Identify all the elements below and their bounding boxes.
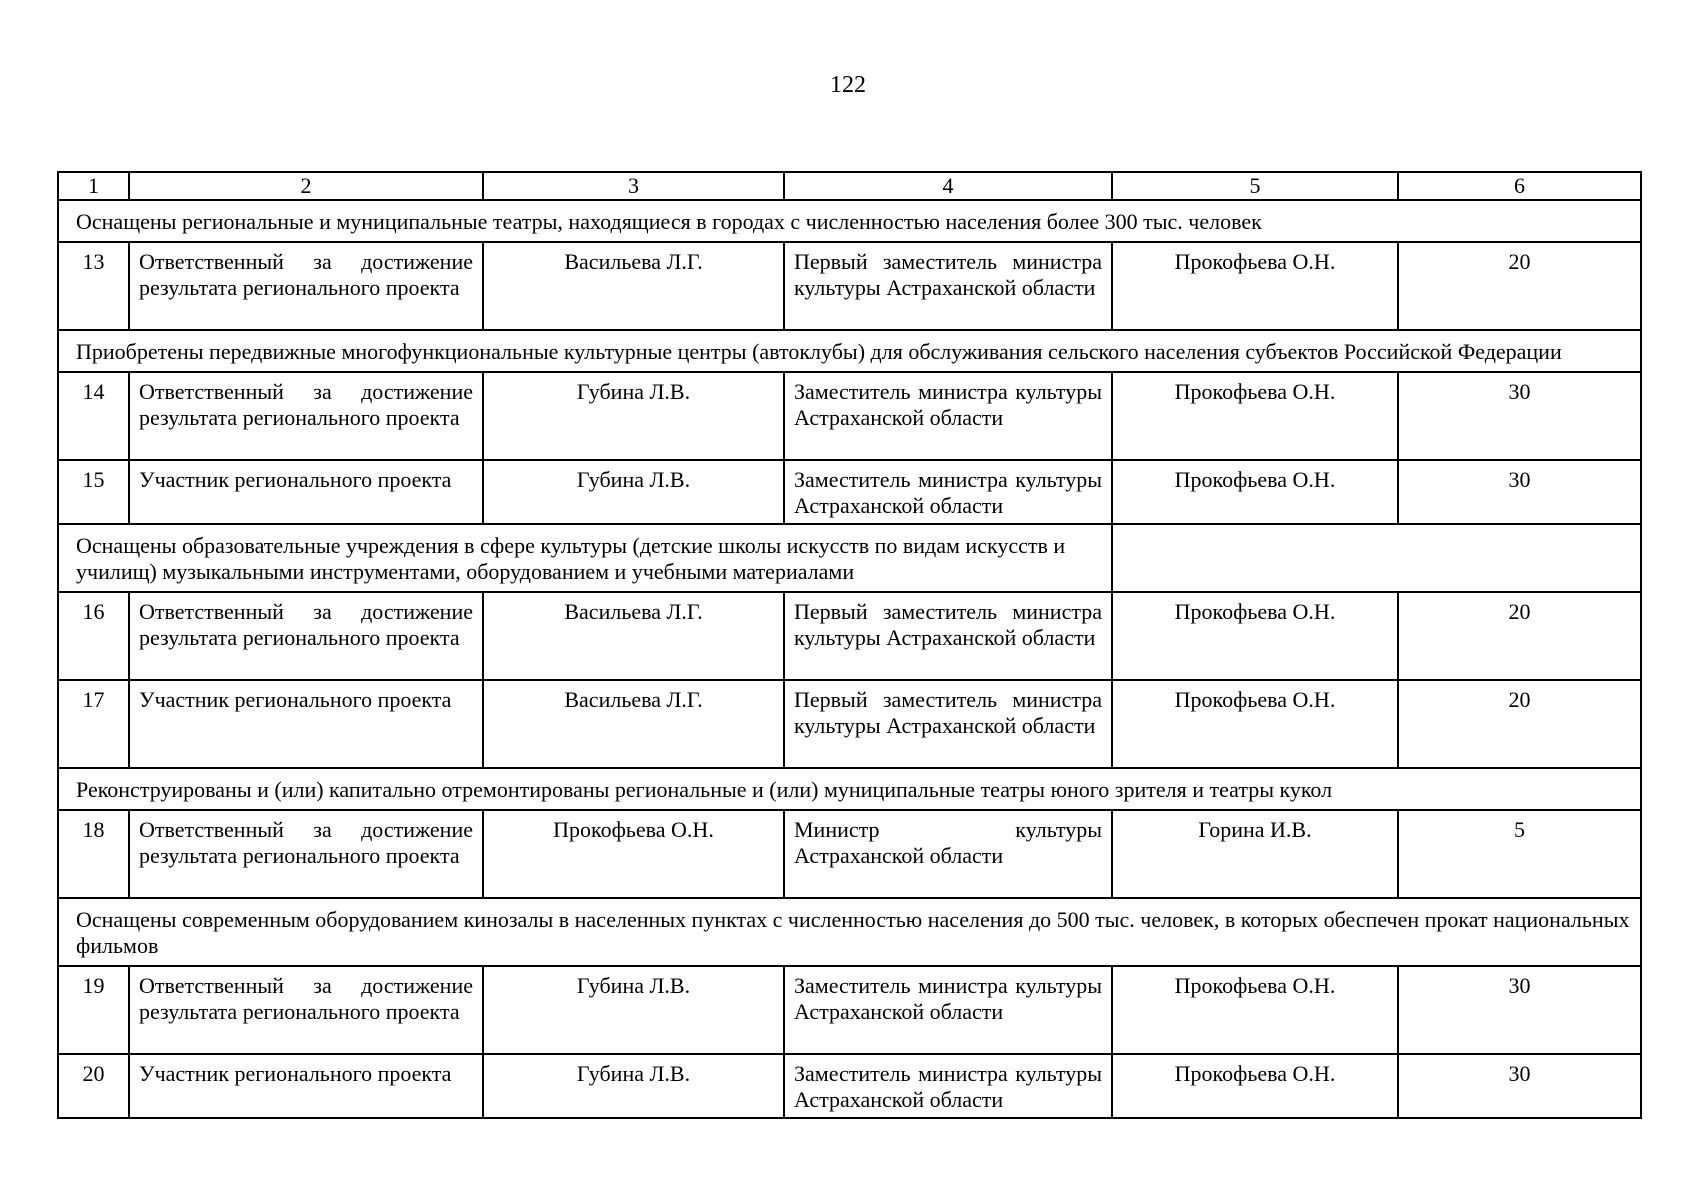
- position-cell: Министр культуры Астраханской области: [784, 810, 1112, 898]
- row-number: 14: [58, 372, 129, 460]
- section-title: Оснащены современным оборудованием кинозалы в населенных пунктах с численностью населения до 500 тыс. человек, в которых обеспечен прокат национальных фильмов: [58, 898, 1641, 966]
- row-number: 19: [58, 966, 129, 1054]
- position-cell: Первый заместитель министра культуры Астраханской области: [784, 592, 1112, 680]
- position-cell: Первый заместитель министра культуры Астраханской области: [784, 680, 1112, 768]
- person-cell: Васильева Л.Г.: [483, 592, 784, 680]
- supervisor-cell: Прокофьева О.Н.: [1112, 242, 1398, 330]
- share-cell: 30: [1398, 966, 1641, 1054]
- column-number: 1: [58, 172, 129, 200]
- share-cell: 30: [1398, 1054, 1641, 1118]
- column-number: 4: [784, 172, 1112, 200]
- table-row: [58, 372, 1641, 460]
- section-row: [58, 898, 1641, 966]
- section-row: [58, 200, 1641, 242]
- column-number: 2: [129, 172, 483, 200]
- position-cell: Первый заместитель министра культуры Астраханской области: [784, 242, 1112, 330]
- person-cell: Васильева Л.Г.: [483, 680, 784, 768]
- table-row: [58, 966, 1641, 1054]
- table-row: [58, 1054, 1641, 1118]
- row-number: 15: [58, 460, 129, 524]
- supervisor-cell: Горина И.В.: [1112, 810, 1398, 898]
- role-cell: Ответственный за достижение результата регионального проекта: [129, 966, 483, 1054]
- page-number: 122: [830, 72, 866, 98]
- supervisor-cell: Прокофьева О.Н.: [1112, 372, 1398, 460]
- person-cell: Губина Л.В.: [483, 966, 784, 1054]
- table-row: [58, 592, 1641, 680]
- row-number: 13: [58, 242, 129, 330]
- empty-cell: [1112, 524, 1641, 592]
- role-cell: Ответственный за достижение результата регионального проекта: [129, 592, 483, 680]
- share-cell: 30: [1398, 460, 1641, 524]
- supervisor-cell: Прокофьева О.Н.: [1112, 460, 1398, 524]
- role-cell: Ответственный за достижение результата регионального проекта: [129, 810, 483, 898]
- person-cell: Васильева Л.Г.: [483, 242, 784, 330]
- row-number: 17: [58, 680, 129, 768]
- position-cell: Заместитель министра культуры Астраханской области: [784, 372, 1112, 460]
- supervisor-cell: Прокофьева О.Н.: [1112, 966, 1398, 1054]
- person-cell: Губина Л.В.: [483, 460, 784, 524]
- role-cell: Участник регионального проекта: [129, 680, 483, 768]
- table-row: [58, 242, 1641, 330]
- table-row: [58, 460, 1641, 524]
- table-row: [58, 810, 1641, 898]
- share-cell: 30: [1398, 372, 1641, 460]
- row-number: 20: [58, 1054, 129, 1118]
- column-number: 6: [1398, 172, 1641, 200]
- table-row: [58, 680, 1641, 768]
- section-row: [58, 768, 1641, 810]
- section-title: Приобретены передвижные многофункциональные культурные центры (автоклубы) для обслуживания сельского населения субъектов Российской Федерации: [58, 330, 1641, 372]
- section-title: Реконструированы и (или) капитально отремонтированы региональные и (или) муниципальные театры юного зрителя и театры кукол: [58, 768, 1641, 810]
- supervisor-cell: Прокофьева О.Н.: [1112, 592, 1398, 680]
- role-cell: Участник регионального проекта: [129, 460, 483, 524]
- column-number: 5: [1112, 172, 1398, 200]
- section-title: Оснащены региональные и муниципальные театры, находящиеся в городах с численностью населения более 300 тыс. человек: [58, 200, 1641, 242]
- column-number-row: [58, 172, 1641, 200]
- role-cell: Участник регионального проекта: [129, 1054, 483, 1118]
- section-row: [58, 524, 1641, 592]
- column-number: 3: [483, 172, 784, 200]
- supervisor-cell: Прокофьева О.Н.: [1112, 1054, 1398, 1118]
- position-cell: Заместитель министра культуры Астраханской области: [784, 1054, 1112, 1118]
- share-cell: 5: [1398, 810, 1641, 898]
- position-cell: Заместитель министра культуры Астраханской области: [784, 460, 1112, 524]
- responsibility-table: [57, 171, 1642, 1119]
- share-cell: 20: [1398, 592, 1641, 680]
- person-cell: Прокофьева О.Н.: [483, 810, 784, 898]
- supervisor-cell: Прокофьева О.Н.: [1112, 680, 1398, 768]
- row-number: 18: [58, 810, 129, 898]
- role-cell: Ответственный за достижение результата регионального проекта: [129, 242, 483, 330]
- share-cell: 20: [1398, 680, 1641, 768]
- person-cell: Губина Л.В.: [483, 372, 784, 460]
- section-row: [58, 330, 1641, 372]
- person-cell: Губина Л.В.: [483, 1054, 784, 1118]
- share-cell: 20: [1398, 242, 1641, 330]
- role-cell: Ответственный за достижение результата регионального проекта: [129, 372, 483, 460]
- position-cell: Заместитель министра культуры Астраханской области: [784, 966, 1112, 1054]
- section-title: Оснащены образовательные учреждения в сфере культуры (детские школы искусств по видам искусств и училищ) музыкальными инструментами, оборудованием и учебными материалами: [58, 524, 1112, 592]
- row-number: 16: [58, 592, 129, 680]
